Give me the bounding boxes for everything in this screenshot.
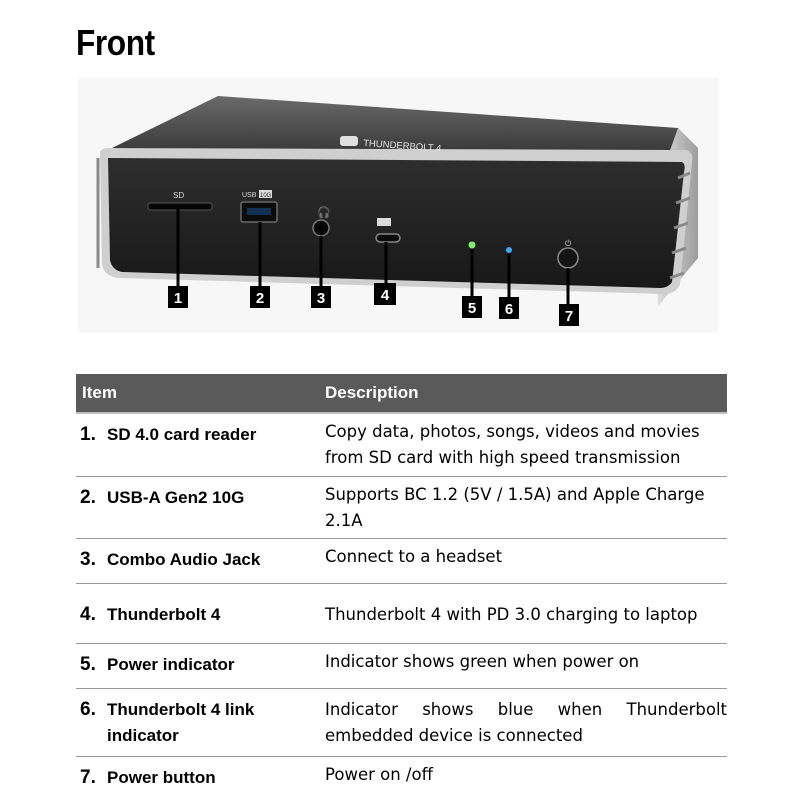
power-led [469, 242, 476, 249]
callout-6 [499, 297, 519, 319]
table-row [76, 757, 727, 801]
table-row [76, 477, 727, 539]
usb-a-tongue [247, 208, 271, 215]
row-number: 6. [80, 699, 96, 720]
row-item: SD 4.0 card reader [107, 425, 257, 444]
thunderbolt-port [376, 234, 400, 242]
row-item: Thunderbolt 4 [107, 605, 221, 624]
header-item: Item [82, 383, 117, 402]
svg-text:2: 2 [255, 290, 265, 307]
sd-label: SD [173, 191, 185, 200]
audio-jack-hole [318, 225, 324, 231]
row-description: Copy data, photos, songs, videos and movies from SD card with high speed transmission [325, 422, 700, 467]
svg-text:4: 4 [380, 287, 390, 304]
callout-5 [462, 296, 482, 318]
row-item: Power indicator [107, 655, 235, 674]
row-number: 1. [80, 424, 96, 445]
callout-1 [168, 286, 188, 308]
header-description: Description [325, 383, 419, 402]
svg-text:5: 5 [467, 300, 477, 317]
page-title: Front [76, 22, 155, 63]
row-number: 7. [80, 767, 96, 788]
power-symbol-icon: ⏻ [565, 239, 572, 248]
row-number: 3. [80, 549, 96, 570]
row-description: Supports BC 1.2 (5V / 1.5A) and Apple Charge 2.1A [325, 485, 705, 530]
svg-text:1: 1 [173, 290, 183, 307]
svg-text:7: 7 [564, 308, 574, 325]
brand-text: THUNDERBOLT 4 [362, 138, 442, 155]
row-item: Power button [107, 768, 216, 787]
callout-3 [311, 286, 331, 308]
sd-slot [148, 203, 212, 210]
svg-text:3: 3 [316, 290, 326, 307]
dock-illustration [78, 78, 718, 333]
row-item: USB-A Gen2 10G [107, 488, 245, 507]
dock-front-face [108, 158, 685, 288]
table-row [76, 644, 727, 689]
row-item: Thunderbolt 4 link indicator [107, 700, 255, 745]
bolt-icon [340, 136, 358, 146]
row-number: 4. [80, 604, 96, 625]
laptop-charge-icon [377, 218, 391, 226]
row-description: Thunderbolt 4 with PD 3.0 charging to laptop [325, 605, 698, 624]
table-header [76, 374, 727, 414]
row-item: Combo Audio Jack [107, 550, 261, 569]
table-row [76, 584, 727, 644]
row-description: Indicator shows blue when Thunderbolt embedded device is connected [325, 700, 727, 745]
usb-label: USB [242, 192, 257, 199]
row-number: 5. [80, 654, 96, 675]
dock-front-figure [78, 78, 718, 333]
callout-4 [374, 283, 396, 305]
table-row [76, 689, 727, 757]
table-row [76, 539, 727, 584]
table-row [76, 414, 727, 477]
ports-table [76, 374, 727, 801]
power-button [558, 248, 578, 268]
callout-7 [559, 304, 579, 326]
svg-text:6: 6 [504, 301, 514, 318]
headset-icon: 🎧 [317, 206, 331, 219]
row-number: 2. [80, 487, 96, 508]
usb-badge-text: 10G [260, 193, 272, 199]
row-description: Connect to a headset [325, 547, 503, 566]
row-description: Indicator shows green when power on [325, 652, 640, 671]
row-description: Power on /off [325, 765, 433, 784]
thunderbolt-led [506, 247, 512, 253]
callout-2 [250, 286, 270, 308]
